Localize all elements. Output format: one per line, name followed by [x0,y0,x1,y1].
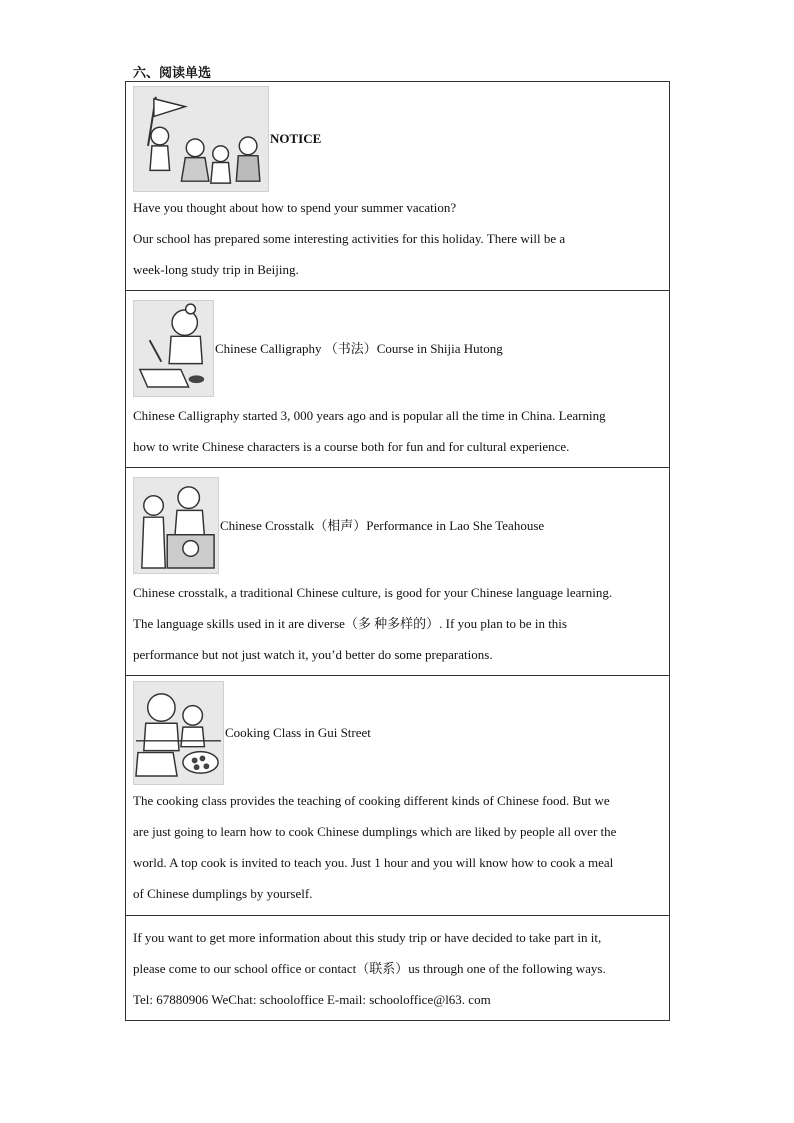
crosstalk-row [126,468,670,676]
section-title: 六、阅读单选 [133,66,212,81]
cooking-dumplings-illustration-icon [133,681,224,785]
cooking-line: The cooking class provides the teaching of cooking different kinds of Chinese food. But we [133,793,610,808]
calligraphy-heading: Chinese Calligraphy （书法）Course in Shijia Hutong [215,340,503,356]
calligraphy-writer-illustration-icon [133,300,214,397]
crosstalk-line: Chinese crosstalk, a traditional Chinese culture, is good for your Chinese language learning. [133,585,613,600]
cooking-line: are just going to learn how to cook Chinese dumplings which are liked by people all over the [133,824,617,839]
notice-intro-line: week-long study trip in Beijing. [133,262,299,277]
notice-header [133,86,662,192]
crosstalk-header [133,477,662,574]
notice-intro-line: Have you thought about how to spend your summer vacation? [133,200,457,215]
crosstalk-line: The language skills used in it are diverse（多 种多样的）. If you plan to be in this [133,616,567,631]
notice-intro-row [126,82,670,291]
cooking-cell [126,676,670,916]
notice-intro-cell [126,82,670,291]
crosstalk-performers-illustration-icon [133,477,219,574]
cooking-header [133,681,662,785]
cooking-row [126,676,670,916]
calligraphy-cell [126,291,670,468]
contact-line: If you want to get more information about this study trip or have decided to take part in it, [133,930,602,945]
calligraphy-line: Chinese Calligraphy started 3, 000 years ago and is popular all the time in China. Learning [133,408,606,423]
contact-line: Tel: 67880906 WeChat: schooloffice E-mail: schooloffice@l63. com [133,992,491,1007]
crosstalk-line: performance but not just watch it, you’d better do some preparations. [133,647,493,662]
cooking-heading: Cooking Class in Gui Street [225,725,371,740]
contact-cell [126,916,670,1021]
notice-title: NOTICE [270,131,322,146]
cooking-line: world. A top cook is invited to teach you. Just 1 hour and you will know how to cook a meal [133,855,614,870]
crosstalk-heading: Chinese Crosstalk（相声）Performance in Lao She Teahouse [220,517,545,533]
calligraphy-line: how to write Chinese characters is a course both for fun and for cultural experience. [133,439,570,454]
crosstalk-cell [126,468,670,676]
notice-intro-line: Our school has prepared some interesting activities for this holiday. There will be a [133,231,566,246]
contact-line: please come to our school office or contact（联系）us through one of the following ways. [133,961,606,976]
calligraphy-header [133,300,662,397]
calligraphy-row [126,291,670,468]
study-trip-kids-illustration-icon [133,86,269,192]
cooking-line: of Chinese dumplings by yourself. [133,886,313,901]
contact-row [126,916,670,1021]
notice-table [125,81,670,1021]
